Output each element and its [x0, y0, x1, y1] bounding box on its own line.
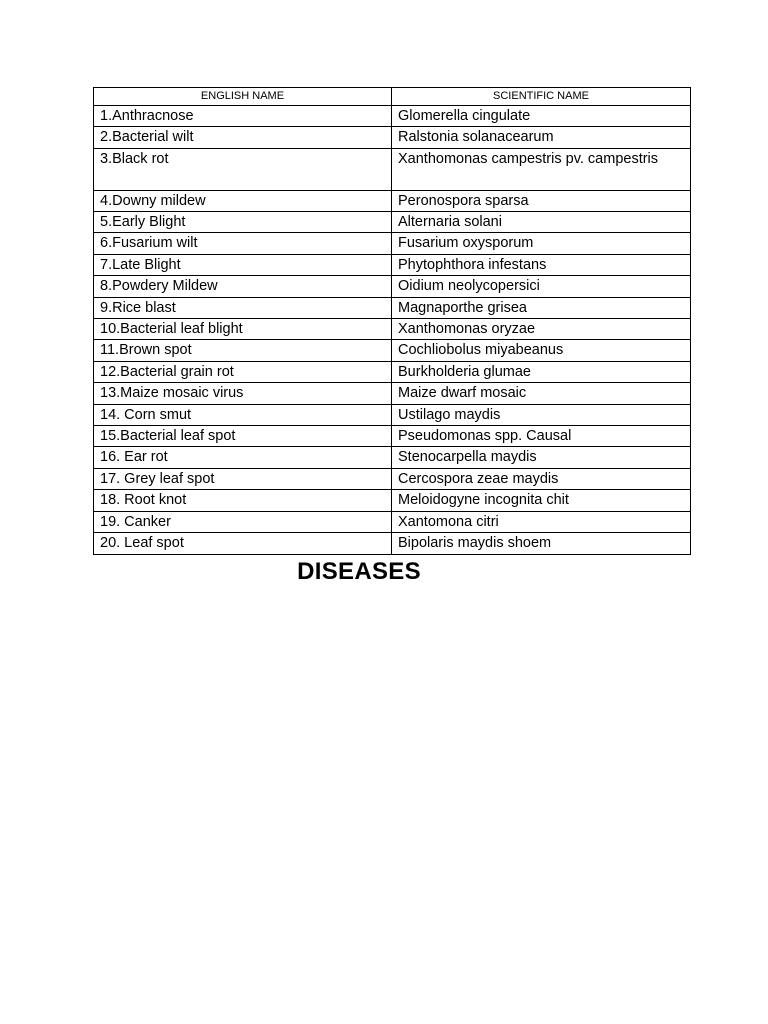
disease-table — [93, 87, 691, 555]
table-row — [94, 233, 691, 254]
table-row — [94, 106, 691, 127]
table-row — [94, 254, 691, 275]
table-row — [94, 533, 691, 554]
disease-table-container — [93, 87, 690, 555]
english-name-cell: 18. Root knot — [94, 490, 392, 511]
scientific-name-cell: Phytophthora infestans — [392, 254, 691, 275]
table-row — [94, 447, 691, 468]
table-row — [94, 276, 691, 297]
english-name-cell: 3.Black rot — [94, 148, 392, 190]
english-name-cell: 17. Grey leaf spot — [94, 468, 392, 489]
scientific-name-cell: Peronospora sparsa — [392, 190, 691, 211]
english-name-cell: 20. Leaf spot — [94, 533, 392, 554]
scientific-name-cell: Ralstonia solanacearum — [392, 127, 691, 148]
scientific-name-cell: Alternaria solani — [392, 212, 691, 233]
english-name-cell: 4.Downy mildew — [94, 190, 392, 211]
scientific-name-cell: Burkholderia glumae — [392, 361, 691, 382]
scientific-name-cell: Pseudomonas spp. Causal — [392, 426, 691, 447]
table-row — [94, 426, 691, 447]
table-row — [94, 361, 691, 382]
english-name-cell: 9.Rice blast — [94, 297, 392, 318]
table-row — [94, 148, 691, 190]
english-name-cell: 12.Bacterial grain rot — [94, 361, 392, 382]
table-row — [94, 297, 691, 318]
scientific-name-cell: Bipolaris maydis shoem — [392, 533, 691, 554]
table-row — [94, 127, 691, 148]
scientific-name-cell: Cochliobolus miyabeanus — [392, 340, 691, 361]
column-header-english-name: ENGLISH NAME — [94, 88, 392, 106]
table-row — [94, 319, 691, 340]
table-row — [94, 383, 691, 404]
scientific-name-cell: Cercospora zeae maydis — [392, 468, 691, 489]
table-row — [94, 340, 691, 361]
table-header-row — [94, 88, 691, 106]
english-name-cell: 11.Brown spot — [94, 340, 392, 361]
scientific-name-cell: Xanthomonas campestris pv. campestris — [392, 148, 691, 190]
scientific-name-cell: Stenocarpella maydis — [392, 447, 691, 468]
page-title: DISEASES — [297, 558, 421, 585]
english-name-cell: 16. Ear rot — [94, 447, 392, 468]
english-name-cell: 15.Bacterial leaf spot — [94, 426, 392, 447]
scientific-name-cell: Fusarium oxysporum — [392, 233, 691, 254]
column-header-scientific-name: SCIENTIFIC NAME — [392, 88, 691, 106]
english-name-cell: 5.Early Blight — [94, 212, 392, 233]
scientific-name-cell: Xanthomonas oryzae — [392, 319, 691, 340]
scientific-name-cell: Ustilago maydis — [392, 404, 691, 425]
scientific-name-cell: Glomerella cingulate — [392, 106, 691, 127]
table-row — [94, 511, 691, 532]
table-row — [94, 468, 691, 489]
scientific-name-cell: Magnaporthe grisea — [392, 297, 691, 318]
english-name-cell: 7.Late Blight — [94, 254, 392, 275]
scientific-name-cell: Xantomona citri — [392, 511, 691, 532]
english-name-cell: 2.Bacterial wilt — [94, 127, 392, 148]
english-name-cell: 14. Corn smut — [94, 404, 392, 425]
scientific-name-cell: Oidium neolycopersici — [392, 276, 691, 297]
english-name-cell: 10.Bacterial leaf blight — [94, 319, 392, 340]
table-row — [94, 404, 691, 425]
english-name-cell: 1.Anthracnose — [94, 106, 392, 127]
english-name-cell: 13.Maize mosaic virus — [94, 383, 392, 404]
english-name-cell: 8.Powdery Mildew — [94, 276, 392, 297]
table-row — [94, 490, 691, 511]
english-name-cell: 6.Fusarium wilt — [94, 233, 392, 254]
table-row — [94, 190, 691, 211]
scientific-name-cell: Meloidogyne incognita chit — [392, 490, 691, 511]
scientific-name-cell: Maize dwarf mosaic — [392, 383, 691, 404]
english-name-cell: 19. Canker — [94, 511, 392, 532]
table-row — [94, 212, 691, 233]
